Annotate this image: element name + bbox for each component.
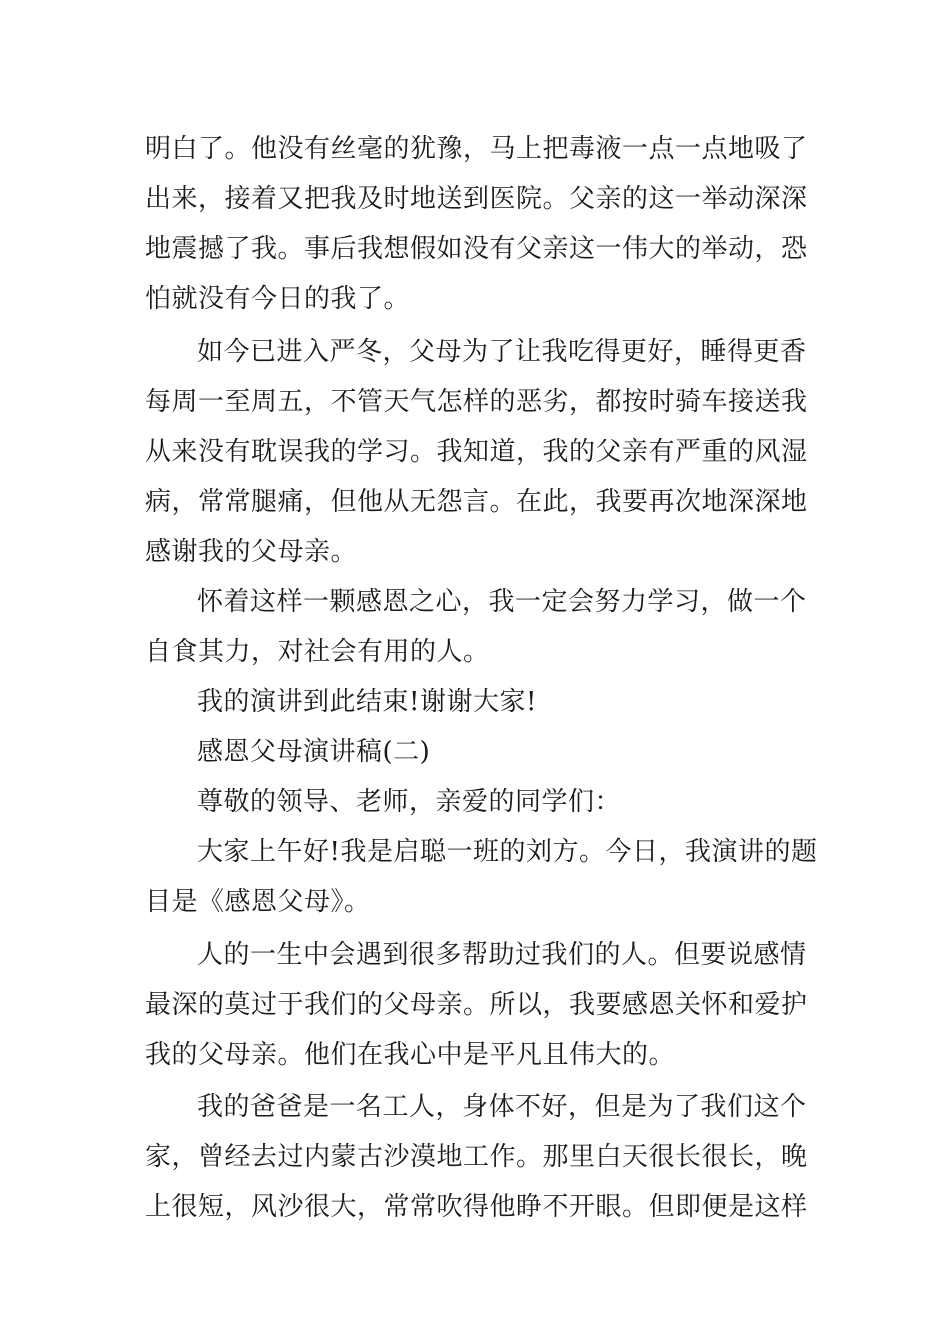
text-line: 病，常常腿痛，但他从无怨言。在此，我要再次地深深地	[145, 487, 808, 517]
text-line: 自食其力，对社会有用的人。	[145, 637, 490, 667]
text-line: 大家上午好!我是启聪一班的刘方。今日，我演讲的题	[197, 837, 818, 867]
text-line: 最深的莫过于我们的父母亲。所以，我要感恩关怀和爱护	[145, 990, 808, 1020]
text-line: 地震撼了我。事后我想假如没有父亲这一伟大的举动，恐	[145, 234, 808, 264]
text-line: 我的父母亲。他们在我心中是平凡且伟大的。	[145, 1040, 676, 1070]
text-line: 怕就没有今日的我了。	[145, 284, 411, 314]
section-title: 感恩父母演讲稿(二)	[197, 737, 431, 767]
text-line: 家，曾经去过内蒙古沙漠地工作。那里白天很长很长，晚	[145, 1142, 808, 1172]
text-line: 每周一至周五，不管天气怎样的恶劣，都按时骑车接送我	[145, 387, 808, 417]
salutation: 尊敬的领导、老师，亲爱的同学们：	[197, 787, 622, 817]
text-line: 明白了。他没有丝毫的犹豫，马上把毒液一点一点地吸了	[145, 134, 808, 164]
text-line: 出来，接着又把我及时地送到医院。父亲的这一举动深深	[145, 184, 808, 214]
text-line: 感谢我的父母亲。	[145, 537, 358, 567]
text-line: 我的演讲到此结束!谢谢大家!	[197, 687, 537, 717]
text-line: 人的一生中会遇到很多帮助过我们的人。但要说感情	[197, 940, 807, 970]
text-line: 目是《感恩父母》。	[145, 887, 371, 917]
text-line: 怀着这样一颗感恩之心，我一定会努力学习，做一个	[197, 587, 807, 617]
text-line: 从来没有耽误我的学习。我知道，我的父亲有严重的风湿	[145, 437, 808, 467]
text-line: 上很短，风沙很大，常常吹得他睁不开眼。但即便是这样	[145, 1192, 808, 1222]
text-line: 如今已进入严冬，父母为了让我吃得更好，睡得更香	[197, 337, 807, 367]
text-line: 我的爸爸是一名工人，身体不好，但是为了我们这个	[197, 1092, 807, 1122]
